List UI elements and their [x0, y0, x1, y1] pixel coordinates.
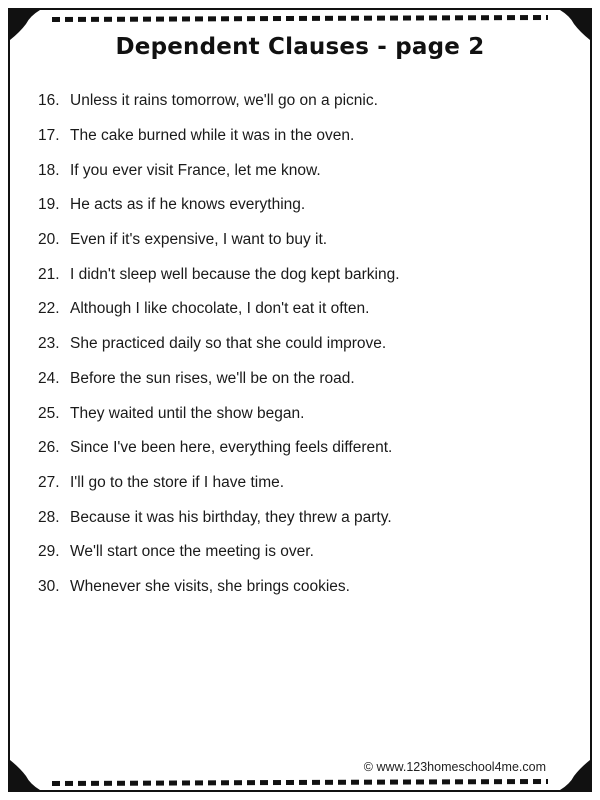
sentence-item	[38, 257, 578, 292]
sentence-item	[38, 535, 578, 570]
top-dashed-border	[52, 13, 548, 23]
sentence-text: Whenever she visits, she brings cookies.	[70, 577, 350, 595]
sentence-item	[38, 119, 578, 154]
sentence-item	[38, 466, 578, 501]
worksheet-page	[8, 8, 592, 792]
sentence-number: 27.	[38, 473, 60, 491]
sentence-text: I'll go to the store if I have time.	[70, 473, 285, 491]
sentence-text: Because it was his birthday, they threw a party.	[70, 508, 392, 526]
sentence-number: 20.	[38, 231, 60, 249]
sentence-item	[38, 327, 578, 362]
corner-flourish-bottom-left	[10, 756, 44, 790]
sentence-number: 22.	[38, 300, 60, 318]
sentence-text: If you ever visit France, let me know.	[70, 161, 321, 179]
sentence-item	[38, 292, 578, 327]
sentence-number: 23.	[38, 335, 60, 353]
sentence-number: 16.	[38, 92, 60, 110]
sentence-number: 28.	[38, 508, 60, 526]
sentence-number: 29.	[38, 543, 60, 561]
sentence-number: 17.	[38, 127, 60, 145]
sentence-item	[38, 84, 578, 119]
sentence-number: 30.	[38, 577, 60, 595]
sentence-text: I didn't sleep well because the dog kept barking.	[70, 265, 400, 283]
sentence-item	[38, 431, 578, 466]
sentence-text: She practiced daily so that she could improve.	[70, 335, 387, 353]
sentence-item	[38, 500, 578, 535]
sentence-text: Before the sun rises, we'll be on the road.	[70, 369, 355, 387]
sentence-item	[38, 188, 578, 223]
corner-flourish-bottom-right	[556, 756, 590, 790]
sentence-number: 26.	[38, 439, 60, 457]
sentence-text: Since I've been here, everything feels different.	[70, 439, 393, 457]
sentence-text: Although I like chocolate, I don't eat it often.	[70, 300, 370, 318]
sentence-number: 18.	[38, 161, 60, 179]
sentence-list	[38, 84, 578, 604]
sentence-number: 25.	[38, 404, 60, 422]
sentence-item	[38, 362, 578, 397]
sentence-text: He acts as if he knows everything.	[70, 196, 306, 214]
sentence-item	[38, 153, 578, 188]
sentence-text: We'll start once the meeting is over.	[70, 543, 314, 561]
copyright-footer: © www.123homeschool4me.com	[363, 760, 546, 774]
sentence-text: They waited until the show began.	[70, 404, 305, 422]
sentence-item	[38, 570, 578, 605]
sentence-item	[38, 396, 578, 431]
sentence-number: 21.	[38, 265, 60, 283]
sentence-number: 24.	[38, 369, 60, 387]
sentence-text: Unless it rains tomorrow, we'll go on a picnic.	[70, 92, 378, 110]
sentence-text: Even if it's expensive, I want to buy it.	[70, 231, 328, 249]
sentence-item	[38, 223, 578, 258]
sentence-number: 19.	[38, 196, 60, 214]
page-title: Dependent Clauses - page 2	[115, 34, 485, 60]
sentence-text: The cake burned while it was in the oven.	[70, 127, 355, 145]
bottom-dashed-border	[52, 777, 548, 787]
